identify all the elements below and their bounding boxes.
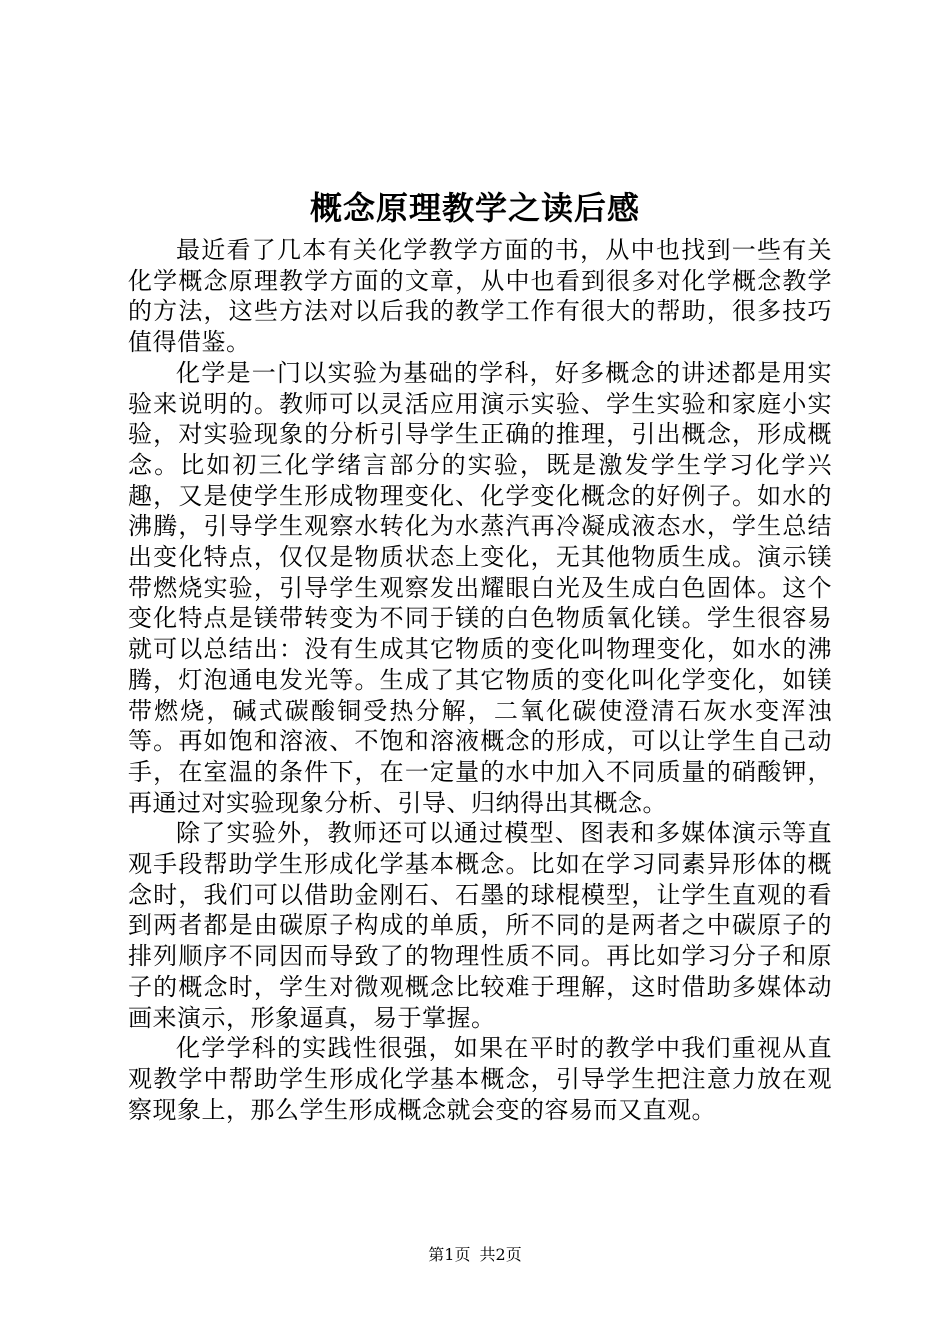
- paragraph-3: 除了实验外，教师还可以通过模型、图表和多媒体演示等直观手段帮助学生形成化学基本概念。比如在学习同素异形体的概念时，我们可以借助金刚石、石墨的球棍模型，让学生直观的看到两者都是由碳原子构成的单质，所不同的是两者之中碳原子的排列顺序不同因而导致了的物理性质不同。再比如学习分子和原子的概念时，学生对微观概念比较难于理解，这时借助多媒体动画来演示，形象逼真，易于掌握。: [128, 819, 832, 1032]
- page-number-current: 第1页: [428, 1245, 471, 1264]
- paragraph-2: 化学是一门以实验为基础的学科，好多概念的讲述都是用实验来说明的。教师可以灵活应用演示实验、学生实验和家庭小实验，对实验现象的分析引导学生正确的推理，引出概念，形成概念。比如初三化学绪言部分的实验，既是激发学生学习化学兴趣，又是使学生形成物理变化、化学变化概念的好例子。如水的沸腾，引导学生观察水转化为水蒸汽再冷凝成液态水，学生总结出变化特点，仅仅是物质状态上变化，无其他物质生成。演示镁带燃烧实验，引导学生观察发出耀眼白光及生成白色固体。这个变化特点是镁带转变为不同于镁的白色物质氧化镁。学生很容易就可以总结出：没有生成其它物质的变化叫物理变化，如水的沸腾，灯泡通电发光等。生成了其它物质的变化叫化学变化，如镁带燃烧，碱式碳酸铜受热分解，二氧化碳使澄清石灰水变浑浊等。再如饱和溶液、不饱和溶液概念的形成，可以让学生自己动手，在室温的条件下，在一定量的水中加入不同质量的硝酸钾，再通过对实验现象分析、引导、归纳得出其概念。: [128, 358, 832, 817]
- paragraph-4: 化学学科的实践性很强，如果在平时的教学中我们重视从直观教学中帮助学生形成化学基本概念，引导学生把注意力放在观察现象上，那么学生形成概念就会变的容易而又直观。: [128, 1034, 832, 1124]
- page-number-total: 共2页: [479, 1245, 522, 1264]
- page-footer: [0, 1243, 950, 1267]
- document-title: 概念原理教学之读后感: [309, 189, 640, 227]
- paragraph-1: 最近看了几本有关化学教学方面的书，从中也找到一些有关化学概念原理教学方面的文章，从中也看到很多对化学概念教学的方法，这些方法对以后我的教学工作有很大的帮助，很多技巧值得借鉴。: [128, 236, 832, 357]
- document-body: [128, 235, 832, 1125]
